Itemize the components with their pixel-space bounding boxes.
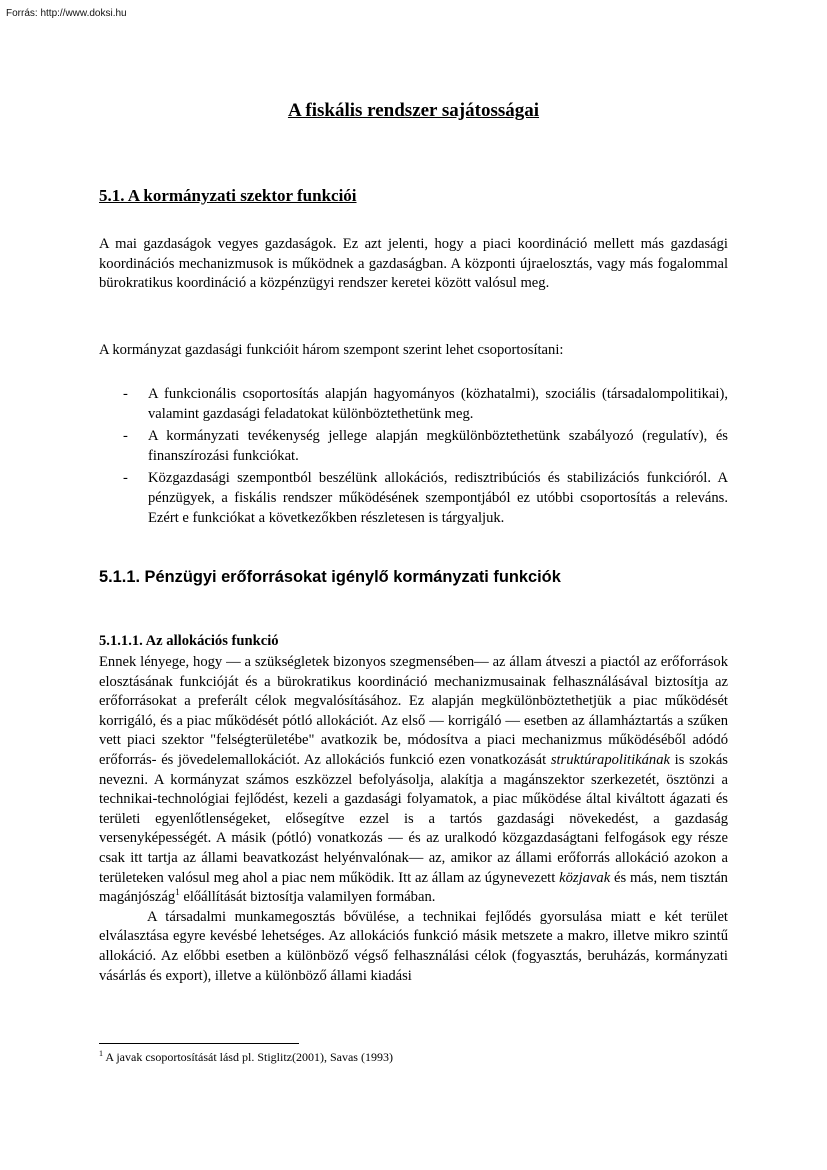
bullet-marker: - — [123, 428, 128, 445]
allocation-paragraph-1: Ennek lényege, hogy — a szükségletek bizonyos szegmensében— az állam átveszi a piactól az erőforrások elosztásának funkcióját és a bürokratikus koordináció mechanizmusainak felhasználásával biztosítja az erőforrásokat a preferált célok megvalósításához. Ez alapján megkülönböztethetjük a piac működését korrigáló, és a piac működését pótló allokációt. Az első — korrigáló — esetben az államháztartás a szűken vett piaci szektor "felségterületébe" avatkozik be, módosítva a piaci mechanizmus működéséből adódó erőforrás- és jövedelemallokációt. Az allokációs funkció ezen vonatkozását struktúrapolitikának is szokás nevezni. A kormányzat számos eszközzel befolyásolja, alakítja a magánszektor szerkezetét, ösztönzi a technikai-technológiai fejlődést, kezeli a gazdasági folyamatok, a piac működése által kiváltott ágazati és területi egyenlőtlenségeket, elősegítve ezzel is a tartós gazdasági növekedést, a gazdaság versenyképességét. A másik (pótló) vonatkozás — és az uralkodó közgazdaságtani felfogások egy része csak itt tartja az állami beavatkozást helyénvalónak— az, amikor az állami erőforrás allokáció azokon a területeken valósul meg ahol a piac nem működik. Itt az állam az úgynevezett közjavak és más, nem tisztán magánjószág$^1$ előállítását biztosítja valamilyen formában. — [99, 654, 728, 906]
italic-term: közjavak — [559, 869, 611, 886]
section-paragraph-2: A kormányzat gazdasági funkcióit három szempont szerint lehet csoportosítani: — [99, 342, 564, 358]
footnote-text: A javak csoportosítását lásd pl. Stiglitz(2001), Savas (1993) — [103, 1050, 393, 1064]
footnote-divider — [99, 1043, 299, 1044]
section-heading: 5.1. A kormányzati szektor funkciói — [99, 186, 357, 205]
function-list — [99, 385, 728, 531]
subsection-heading: 5.1.1. Pénzügyi erőforrásokat igénylő kormányzati funkciók — [99, 568, 561, 586]
footnote-reference[interactable]: 1 — [175, 887, 180, 898]
source-line: Forrás: http://www.doksi.hu — [6, 8, 127, 19]
list-item: - Közgazdasági szempontból beszélünk allokációs, redisztribúciós és stabilizációs funkcióról. A pénzügyek, a fiskális rendszer működésének szempontjából ez utóbbi csoportosítás a releváns. Ezért e funkciókat a következőkben részletesen is tárgyaljuk. — [123, 470, 728, 526]
footnote-mark: 1 — [99, 1049, 103, 1058]
list-item: - A funkcionális csoportosítás alapján hagyományos (közhatalmi), szociális (társadalompolitikai), valamint gazdasági feladatokat különböztethetünk meg. — [123, 386, 728, 422]
page-title: A fiskális rendszer sajátosságai — [287, 100, 540, 121]
footnote — [99, 1050, 393, 1065]
italic-term: struktúrapolitikának — [550, 751, 671, 768]
allocation-paragraph-2: A társadalmi munkamegosztás bővülése, a technikai fejlődés gyorsulása miatt e két terület elválasztása egyre kevésbé lehetséges. Az allokációs funkció másik metszete a makro, illetve mikro szintű allokáció. Az előbbi esetben a különböző végső felhasználási célok (fogyasztás, beruházás, kormányzati vásárlás és export), illetve a különböző állami kiadási — [99, 908, 728, 984]
bullet-marker: - — [123, 470, 128, 487]
bullet-marker: - — [123, 386, 128, 402]
subsubsection-heading: 5.1.1.1. Az allokációs funkció — [99, 633, 279, 649]
allocation-body — [99, 653, 728, 986]
list-item: - A kormányzati tevékenység jellege alapján megkülönböztethetünk szabályozó (regulatív), és finanszírozási funkciókat. — [123, 428, 728, 464]
section-paragraph-1: A mai gazdaságok vegyes gazdaságok. Ez azt jelenti, hogy a piaci koordináció mellett más gazdasági koordinációs mechanizmusok is működnek a gazdaságban. A központi újraelosztás, vagy más fogalommal bürokratikus koordináció a közpénzügyi rendszer keretei között valósul meg. — [99, 236, 728, 292]
